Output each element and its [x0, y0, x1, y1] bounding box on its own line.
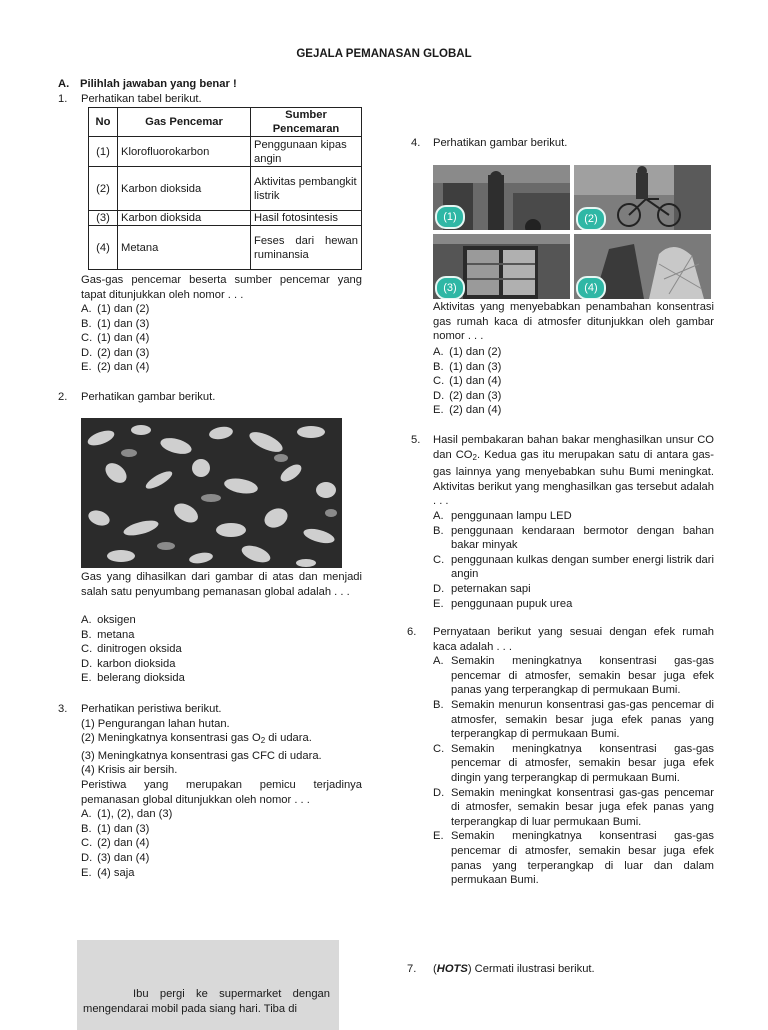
- question-2-number: 2.: [58, 391, 68, 403]
- page-title: GEJALA PEMANASAN GLOBAL: [296, 48, 472, 60]
- question-4-options: [433, 345, 501, 418]
- option-item[interactable]: D. Semakin meningkat konsentrasi gas-gas pencemar di atmosfer, semakin besar juga efek panas yang terperangkap di luar permukaan Bumi.: [433, 786, 714, 828]
- option-item[interactable]: A. (1), (2), dan (3): [81, 808, 173, 821]
- question-3-text: Peristiwa yang merupakan pemicu terjadinya pemanasan global ditunjukkan oleh nomor . . .: [81, 778, 362, 806]
- question-4-stem: Perhatikan gambar berikut.: [433, 137, 568, 149]
- event-item: (3) Meningkatnya konsentrasi gas CFC di udara.: [81, 749, 322, 762]
- table-cell-source: Penggunaan kipas angin: [251, 137, 362, 167]
- option-item[interactable]: A. oksigen: [81, 614, 136, 626]
- question-5-number: 5.: [411, 434, 421, 446]
- photo-1-refueling: [433, 165, 570, 230]
- question-1-options: [81, 302, 149, 375]
- photo-tag-2: (2): [576, 207, 606, 230]
- option-item[interactable]: E. belerang dioksida: [81, 672, 185, 685]
- question-6-block: [433, 625, 714, 888]
- option-item[interactable]: D. (3) dan (4): [81, 851, 150, 864]
- table-row: [89, 226, 362, 270]
- question-3-stem: Perhatikan peristiwa berikut.: [81, 703, 222, 715]
- table-cell-source: Aktivitas pembangkit listrik: [251, 167, 362, 211]
- table-header-source: Sumber Pencemaran: [251, 108, 362, 137]
- photo-2-bicycle: [574, 165, 711, 230]
- event-item: (1) Pengurangan lahan hutan.: [81, 717, 230, 730]
- question-3-block: [81, 702, 362, 880]
- photo-tag-3: (3): [435, 276, 465, 299]
- option-item[interactable]: C. dinitrogen oksida: [81, 643, 182, 656]
- pollutant-table: [88, 107, 362, 270]
- organic-waste-photo: [81, 418, 342, 568]
- question-4-number: 4.: [411, 137, 421, 149]
- question-5-stem: Hasil pembakaran bahan bakar menghasilkan unsur CO dan $CO_2$. Kedua gas itu merupakan satu di antara gas-gas lainnya yang menyebabkan suhu Bumi meningkat. Aktivitas berikut yang menghasilkan gas tersebut adalah . . .: [433, 434, 714, 508]
- table-row: [89, 211, 362, 226]
- question-2-text: Gas yang dihasilkan dari gambar di atas dan menjadi salah satu penyumbang pemanasan global adalah . . .: [81, 571, 362, 598]
- section-heading: [58, 77, 237, 92]
- question-7-stem: (HOTS) Cermati ilustrasi berikut.: [433, 963, 595, 975]
- photo-tag-1: (1): [435, 205, 465, 229]
- option-item[interactable]: B. Semakin menurun konsentrasi gas-gas pencemar di atmosfer, semakin besar juga efek panas yang terperangkap di permukaan Bumi.: [433, 698, 714, 741]
- option-item[interactable]: E. penggunaan pupuk urea: [433, 597, 573, 610]
- question-1-text: Gas-gas pencemar beserta sumber pencemar yang tapat ditunjukkan oleh nomor . . .: [81, 274, 362, 301]
- option-item[interactable]: A. penggunaan lampu LED: [433, 509, 572, 522]
- option-item[interactable]: E. (2) dan (4): [433, 404, 502, 417]
- table-cell-gas: Metana: [118, 226, 251, 270]
- table-cell-source: Hasil fotosintesis: [251, 211, 362, 226]
- question-5-block: [433, 433, 714, 611]
- table-row: [89, 167, 362, 211]
- table-cell-no: (4): [89, 226, 118, 270]
- option-item[interactable]: E. (4) saja: [81, 866, 135, 879]
- hots-label: HOTS: [436, 963, 468, 975]
- event-item: (2) Meningkatnya konsentrasi gas $O_2$ di udara.: [81, 732, 312, 746]
- option-item[interactable]: A. Semakin meningkatnya konsentrasi gas-gas pencemar di atmosfer, semakin besar juga efek panas yang terperangkap di permukaan Bumi.: [433, 655, 714, 697]
- option-item[interactable]: B. (1) dan (3): [81, 822, 150, 835]
- option-item[interactable]: E. Semakin meningkatnya konsentrasi gas-gas pencemar di atmosfer, semakin besar juga efek panas yang terperangkap di luar dan dalam permukaan Bumi.: [433, 830, 714, 887]
- option-item[interactable]: C. Semakin meningkatnya konsentrasi gas-gas pencemar di atmosfer, semakin besar juga efek dingin yang terperangkap di permukaan Bumi.: [433, 742, 714, 784]
- option-item[interactable]: D. karbon dioksida: [81, 657, 176, 670]
- section-label: A.: [58, 78, 70, 90]
- option-item[interactable]: B. (1) dan (3): [81, 317, 150, 330]
- option-item[interactable]: E. (2) dan (4): [81, 361, 150, 374]
- event-item: (4) Krisis air bersih.: [81, 764, 178, 777]
- option-item[interactable]: D. (2) dan (3): [81, 346, 150, 359]
- table-cell-no: (1): [89, 137, 118, 167]
- option-item[interactable]: C. (2) dan (4): [81, 837, 150, 850]
- option-item[interactable]: C. penggunaan kulkas dengan sumber energi listrik dari angin: [433, 553, 714, 581]
- option-item[interactable]: B. (1) dan (3): [433, 360, 502, 373]
- table-cell-source: Feses dari hewan ruminansia: [251, 226, 362, 270]
- option-item[interactable]: D. peternakan sapi: [433, 582, 531, 595]
- illustration-text: Ibu pergi ke supermarket dengan mengendarai mobil pada siang hari. Tiba di: [83, 988, 330, 1015]
- table-cell-no: (3): [89, 211, 118, 226]
- table-cell-no: (2): [89, 167, 118, 211]
- table-row: [89, 137, 362, 167]
- question-7-number: 7.: [407, 963, 417, 975]
- table-cell-gas: Karbon dioksida: [118, 167, 251, 211]
- option-item[interactable]: C. (1) dan (4): [433, 375, 502, 388]
- illustration-box: [77, 940, 339, 1030]
- question-1-number: 1.: [58, 93, 68, 105]
- table-header-gas: Gas Pencemar: [118, 108, 251, 137]
- photo-tag-4: (4): [576, 276, 606, 299]
- option-item[interactable]: B. metana: [81, 628, 135, 641]
- table-header-row: [89, 108, 362, 137]
- table-cell-gas: Klorofluorokarbon: [118, 137, 251, 167]
- option-item[interactable]: D. (2) dan (3): [433, 389, 502, 402]
- question-6-stem: Pernyataan berikut yang sesuai dengan efek rumah kaca adalah . . .: [433, 626, 714, 653]
- question-2-options: [81, 613, 185, 686]
- question-1-stem: Perhatikan tabel berikut.: [81, 93, 202, 105]
- question-6-number: 6.: [407, 626, 417, 638]
- table-header-no: No: [89, 108, 118, 137]
- option-item[interactable]: A. (1) dan (2): [81, 303, 150, 315]
- option-item[interactable]: C. (1) dan (4): [81, 332, 150, 345]
- question-4-text: Aktivitas yang menyebabkan penambahan konsentrasi gas rumah kaca di atmosfer ditunjukkan oleh gambar nomor . . .: [433, 301, 714, 343]
- section-instruction: Pilihlah jawaban yang benar !: [80, 78, 237, 90]
- photo-3-refrigerator: [433, 234, 570, 299]
- option-item[interactable]: A. (1) dan (2): [433, 346, 502, 358]
- question-3-number: 3.: [58, 703, 68, 715]
- photo-4-bags: [574, 234, 711, 299]
- question-2-stem: Perhatikan gambar berikut.: [81, 391, 216, 403]
- option-item[interactable]: B. penggunaan kendaraan bermotor dengan bahan bakar minyak: [433, 524, 714, 552]
- table-cell-gas: Karbon dioksida: [118, 211, 251, 226]
